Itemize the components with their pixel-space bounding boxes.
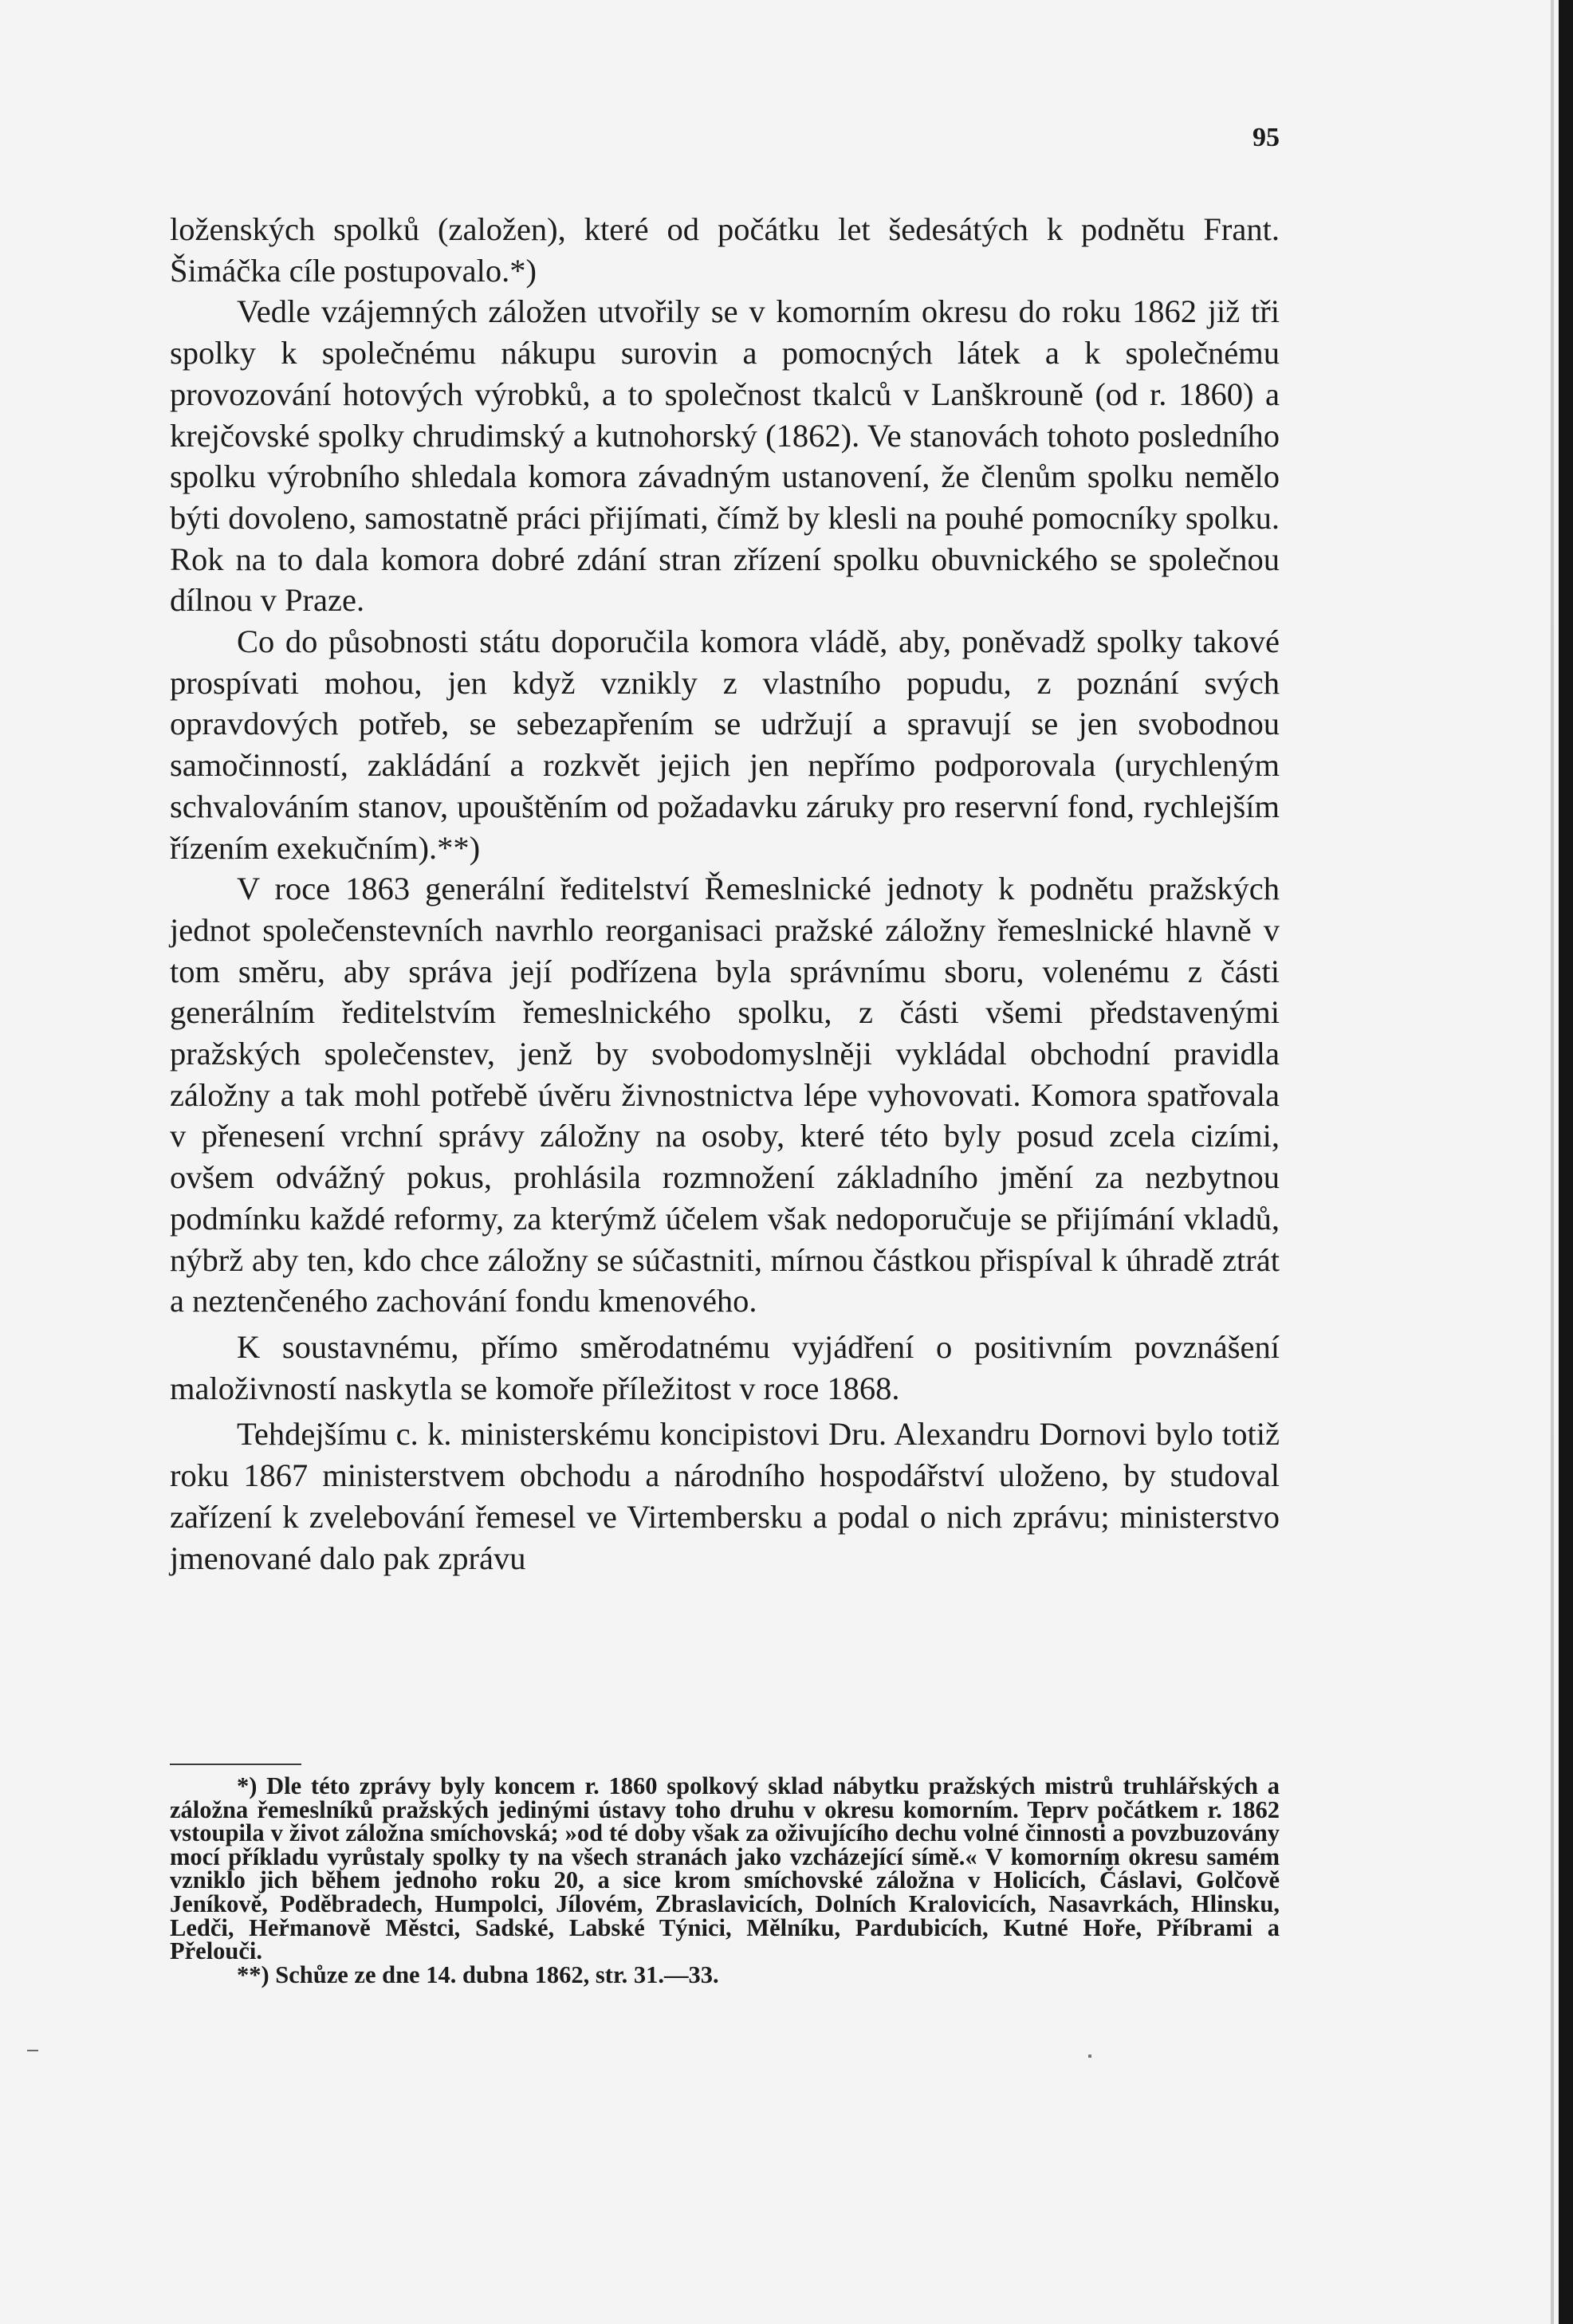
scan-edge-shadow: [1559, 0, 1573, 2324]
scan-speck: [1088, 2055, 1091, 2058]
paragraph-state-role: Co do působnosti státu doporučila komora vládě, aby, poněvadž spolky takové prospívati mohou, jen když vznikly z vlastního popudu, z poznání svých opravdových potřeb, se sebezapřením se udržují a spravují se jen svobodnou samočinností, zakládání a rozkvět jejich jen nepřímo podporovala (urychleným schvalováním stanov, upouštěním od požadavku záruky pro reservní fond, rychlejším řízením exekučním).**): [170, 623, 1280, 866]
footnote-1: *) Dle této zprávy byly koncem r. 1860 spolkový sklad nábytku pražských mistrů truhlářských a záložna řemeslníků pražských jedinými ústavy toho druhu v okresu komorním. Teprv počátkem r. 1862 vstoupila v život záložna smíchovská; »od té doby však za oživujícího dechu volné činnosti a povzbuzovány mocí příkladu vyrůstaly spolky ty na všech stranách jako vzcházející símě.« V komorním okresu samém vzniklo jich během jednoho roku 20, a sice krom smíchovské záložna v Holicích, Čáslavi, Golčově Jeníkově, Poděbradech, Humpolci, Jílovém, Zbraslavicích, Dolních Kralovicích, Nasavrkách, Hlinsku, Ledči, Heřmanově Městci, Sadské, Labské Týnici, Mělníku, Pardubicích, Kutné Hoře, Příbrami a Přelouči.: [170, 1772, 1280, 1965]
paragraph-1868: K soustavnému, přímo směrodatnému vyjádření o positivním povznášení maloživností naskytla se komoře příležitost v roce 1868.: [170, 1328, 1280, 1406]
page-edge-line: [1551, 0, 1554, 2324]
paragraph-reorganisation: V roce 1863 generální ředitelství Řemeslnické jednoty k podnětu pražských jednot společenstevních navrhlo reorganisaci pražské záložny řemeslnické hlavně v tom směru, aby správa její podřízena byla správnímu sboru, volenému z části generálním ředitelstvím řemeslnického spolku, z části všemi představenými pražských společenstev, jenž by svobodomyslněji vykládal obchodní pravidla záložny a tak mohl potřebě úvěru živnostnictva lépe vyhovovati. Komora spatřovala v přenesení vrchní správy záložny na osoby, které této byly posud zcela cizími, ovšem odvážný pokus, prohlásila rozmnožení základního jmění za nezbytnou podmínku každé reformy, za kterýmž účelem však nedoporučuje se přijímání vkladů, nýbrž aby ten, kdo chce záložny se súčastniti, mírnou částkou přispíval k úhradě ztrát a neztenčeného zachování fondu kmenového.: [170, 871, 1280, 1319]
paragraph-dorn: Tehdejšímu c. k. ministerskému koncipistovi Dru. Alexandru Dornovi bylo totiž roku 1867 ministerstvem obchodu a národního hospodářství uloženo, by studoval zařízení k zvelebování řemesel ve Virtembersku a podal o nich zprávu; ministerstvo jmenované dalo pak zprávu: [170, 1416, 1280, 1576]
main-text: [170, 209, 1280, 1579]
page-number: 95: [1253, 123, 1280, 152]
footnote-divider: [170, 1764, 301, 1765]
footnote-2: **) Schůze ze dne 14. dubna 1862, str. 31.—33.: [237, 1960, 719, 1988]
paragraph-continuation: loženských spolků (založen), které od počátku let šedesátých k podnětu Frant. Šimáčka cíle postupovalo.*): [170, 211, 1280, 289]
scan-mark: [27, 2050, 38, 2051]
paragraph-cooperatives: Vedle vzájemných záložen utvořily se v komorním okresu do roku 1862 již tři spolky k společnému nákupu surovin a pomocných látek a k společnému provozování hotových výrobků, a to společnost tkalců v Lanškrouně (od r. 1860) a krejčovské spolky chrudimský a kutnohorský (1862). Ve stanovách tohoto posledního spolku výrobního shledala komora závadným ustanovení, že členům spolku nemělo býti dovoleno, samostatně práci přijímati, čímž by klesli na pouhé pomocníky spolku. Rok na to dala komora dobré zdání stran zřízení spolku obuvnického se společnou dílnou v Praze.: [170, 293, 1280, 619]
footnotes: [170, 1772, 1280, 1988]
